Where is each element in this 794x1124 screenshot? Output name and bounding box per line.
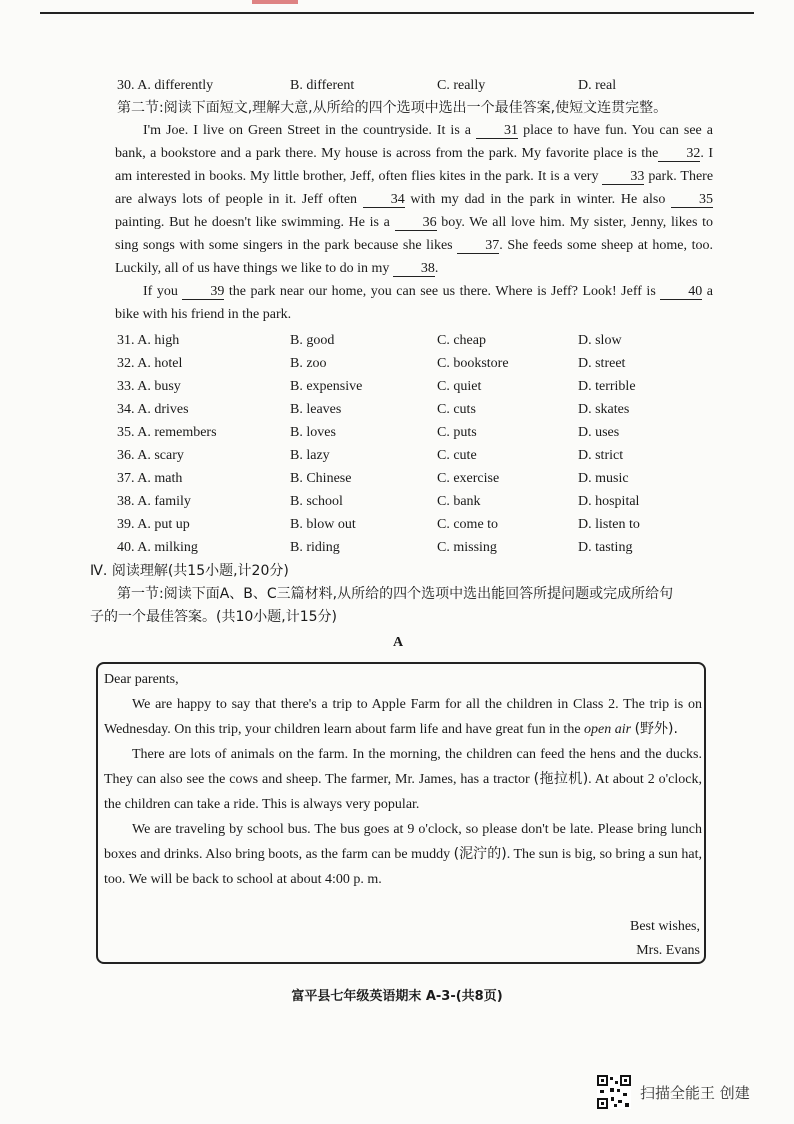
option-b: B. school xyxy=(290,494,343,509)
option-a: 36. A. scary xyxy=(117,448,184,463)
option-row xyxy=(117,493,717,516)
option-row xyxy=(117,539,717,562)
letter-greeting: Dear parents, xyxy=(104,672,179,687)
blank-32: 32 xyxy=(658,146,700,162)
option-d: D. uses xyxy=(578,425,620,440)
letter-signature: Mrs. Evans xyxy=(636,943,700,958)
option-b: B. loves xyxy=(290,425,336,440)
option-a: 31. A. high xyxy=(117,333,180,348)
option-row xyxy=(117,378,717,401)
page-footer: 富平县七年级英语期末 A-3-(共8页) xyxy=(291,989,503,1004)
option-d: D. hospital xyxy=(578,494,640,509)
option-row xyxy=(117,447,717,470)
blank-34: 34 xyxy=(363,192,405,208)
section1-instruction-line1: 第一节:阅读下面A、B、C三篇材料,从所给的四个选项中选出能回答所提问题或完成所给句 xyxy=(117,586,674,602)
option-d: D. real xyxy=(578,78,617,93)
letter-paragraph-1: We are happy to say that there's a trip to Apple Farm for all the children in Class 2. The trip is on Wednesday. On this trip, your children learn about farm life and have great fun in the open air (野外). xyxy=(104,697,702,737)
qr-code-icon xyxy=(597,1075,631,1109)
option-c: C. quiet xyxy=(437,379,482,394)
option-row xyxy=(117,401,717,424)
option-c: C. cute xyxy=(437,448,477,463)
option-c: C. puts xyxy=(437,425,477,440)
option-c: C. bookstore xyxy=(437,356,509,371)
top-mark xyxy=(252,0,298,4)
section2-instruction: 第二节:阅读下面短文,理解大意,从所给的四个选项中选出一个最佳答案,使短文连贯完整。 xyxy=(117,100,668,116)
option-b: B. blow out xyxy=(290,517,356,532)
option-row xyxy=(117,332,717,355)
option-b: B. leaves xyxy=(290,402,342,417)
part4-heading: Ⅳ. 阅读理解(共15小题,计20分) xyxy=(90,563,289,579)
option-d: D. tasting xyxy=(578,540,633,555)
option-c: C. missing xyxy=(437,540,497,555)
option-a: 35. A. remembers xyxy=(117,425,217,440)
blank-40: 40 xyxy=(660,284,702,300)
letter-paragraph-3: We are traveling by school bus. The bus goes at 9 o'clock, so please don't be late. Please bring lunch boxes and drinks. Also bring boots, as the farm can be muddy (泥泞的). The sun is big, so bring a sun hat, too. We will be back to school at about 4:00 p. m. xyxy=(104,822,702,887)
option-c: C. really xyxy=(437,78,486,93)
option-a: 30. A. differently xyxy=(117,78,214,93)
option-c: C. exercise xyxy=(437,471,500,486)
option-a: 37. A. math xyxy=(117,471,183,486)
cloze-passage xyxy=(115,119,713,326)
option-a: 32. A. hotel xyxy=(117,356,183,371)
option-d: D. slow xyxy=(578,333,622,348)
option-a: 40. A. milking xyxy=(117,540,198,555)
cloze-paragraph-1: I'm Joe. I live on Green Street in the countryside. It is a 31 place to have fun. You can see a bank, a bookstore and a park there. My house is across from the park. My favorite place is the 32. I am interested in books. My little brother, Jeff, often flies kites in the park. It is a very 33 park. There are always lots of people in it. Jeff often 34 with my dad in the park in winter. He also 35 painting. But he doesn't like swimming. He is a 36 boy. We all love him. My sister, Jenny, likes to sing songs with some singers in the park because she likes 37. She feeds some sheep at home, too. Luckily, all of us have things we like to do in my 38. xyxy=(115,123,714,276)
top-rule xyxy=(40,12,754,14)
option-b: B. good xyxy=(290,333,335,348)
option-c: C. bank xyxy=(437,494,481,509)
option-b: B. expensive xyxy=(290,379,363,394)
option-b: B. different xyxy=(290,78,355,93)
option-d: D. music xyxy=(578,471,629,486)
letter-closing: Best wishes, xyxy=(630,919,700,934)
option-row xyxy=(117,424,717,447)
question-30-options xyxy=(117,77,717,100)
option-c: C. cuts xyxy=(437,402,476,417)
option-c: C. come to xyxy=(437,517,499,532)
blank-35: 35 xyxy=(671,192,713,208)
option-row xyxy=(117,470,717,493)
option-row xyxy=(117,355,717,378)
blank-36: 36 xyxy=(395,215,437,231)
option-d: D. terrible xyxy=(578,379,636,394)
blank-31: 31 xyxy=(476,123,518,139)
blank-39: 39 xyxy=(182,284,224,300)
scanner-watermark: 扫描全能王 创建 xyxy=(640,1084,750,1102)
option-row xyxy=(117,516,717,539)
option-d: D. skates xyxy=(578,402,630,417)
blank-38: 38 xyxy=(393,261,435,277)
option-a: 34. A. drives xyxy=(117,402,189,417)
cloze-paragraph-2: If you 39 the park near our home, you can see us there. Where is Jeff? Look! Jeff is 40 a bike with his friend in the park. xyxy=(115,284,714,322)
option-b: B. lazy xyxy=(290,448,330,463)
option-d: D. listen to xyxy=(578,517,640,532)
letter-paragraph-2: There are lots of animals on the farm. In the morning, the children can feed the hens and the ducks. They can also see the cows and sheep. The farmer, Mr. James, has a tractor (拖拉机). At about 2 o'clock, the children can take a ride. This is always very popular. xyxy=(104,747,702,812)
option-a: 33. A. busy xyxy=(117,379,181,394)
passage-a-label: A xyxy=(393,635,404,650)
option-a: 38. A. family xyxy=(117,494,191,509)
option-a: 39. A. put up xyxy=(117,517,190,532)
option-d: D. street xyxy=(578,356,626,371)
blank-33: 33 xyxy=(602,169,644,185)
option-b: B. zoo xyxy=(290,356,327,371)
letter xyxy=(104,667,702,892)
section1-instruction-line2: 子的一个最佳答案。(共10小题,计15分) xyxy=(90,609,338,625)
blank-37: 37 xyxy=(457,238,499,254)
option-d: D. strict xyxy=(578,448,624,463)
option-c: C. cheap xyxy=(437,333,486,348)
option-b: B. Chinese xyxy=(290,471,352,486)
option-b: B. riding xyxy=(290,540,340,555)
